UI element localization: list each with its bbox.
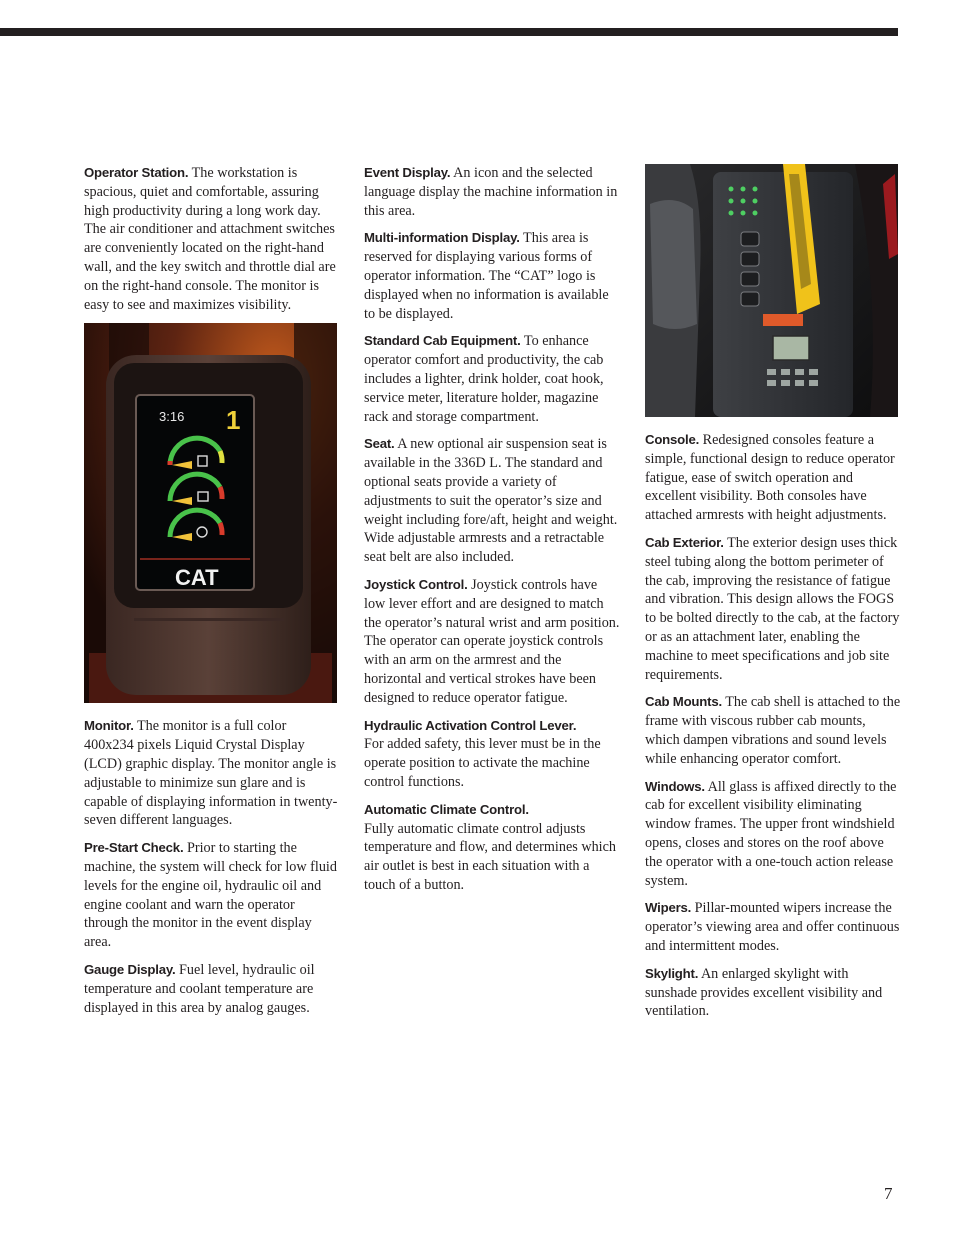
monitor-cat-logo: CAT <box>175 565 219 591</box>
paragraph-heading: Monitor. <box>84 718 134 734</box>
paragraph-multi-information-display <box>364 229 620 323</box>
paragraph-heading: Gauge Display. <box>84 961 176 977</box>
paragraph-text: The cab shell is attached to the frame with viscous rubber cab mounts, which dampen vibrations and sound levels while enhancing operator comfort. <box>645 694 901 767</box>
paragraph-heading: Event Display. <box>364 165 451 180</box>
paragraph-text: For added safety, this lever must be in the operate position to activate the machine control functions. <box>364 736 601 790</box>
paragraph-text: Prior to starting the machine, the system will check for low fluid levels for the engine oil, hydraulic oil and engine coolant and warn the operator through the monitor in the event display area. <box>84 840 337 951</box>
paragraph-text: This area is reserved for displaying various forms of operator information. The “CAT” logo is displayed when no information is available to be displayed. <box>364 230 609 322</box>
paragraph-event-display <box>364 164 620 220</box>
paragraph-standard-cab-equipment <box>364 332 620 426</box>
paragraph-text: Joystick controls have low lever effort and are designed to match the operator’s natural wrist and arm position. The operator can operate joystick controls with an arm on the armrest and the horizontal and vertical strokes have been designed to reduce operator fatigue. <box>364 576 620 706</box>
paragraph-gauge-display <box>84 961 338 1017</box>
paragraph-pre-start-check <box>84 839 338 952</box>
paragraph-text: Pillar-mounted wipers increase the operator’s viewing area and offer continuous and intermittent modes. <box>645 900 900 954</box>
paragraph-heading: Seat. <box>364 436 395 452</box>
paragraph-wipers <box>645 899 901 955</box>
paragraph-text: To enhance operator comfort and productivity, the cab includes a lighter, drink holder, coat hook, service meter, literature holder, magazine rack and storage compartment. <box>364 333 604 425</box>
paragraph-skylight <box>645 965 901 1021</box>
monitor-time: 3:16 <box>159 409 185 425</box>
paragraph-joystick-control <box>364 576 620 708</box>
paragraph-heading: Cab Exterior. <box>645 534 724 550</box>
paragraph-text: The workstation is spacious, quiet and comfortable, assuring high productivity during a long work day. The air conditioner and attachment switches are conveniently located on the right-hand wall, and the key switch and throttle dial are on the right-hand console. The monitor is easy to see and maximizes visibility. <box>84 165 336 313</box>
paragraph-text: An icon and the selected language display the machine information in this area. <box>364 165 618 219</box>
paragraph-hydraulic-activation-control-lever <box>364 717 620 792</box>
paragraph-heading: Joystick Control. <box>364 576 468 592</box>
paragraph-text: A new optional air suspension seat is available in the 336D L. The standard and optional seats provide a variety of adjustments to suit the operator’s size and weight including fore/aft, height and weight. Wide adjustable armrests and a retractable seat belt are also included. <box>364 436 618 566</box>
top-rule <box>0 28 898 36</box>
paragraph-heading: Multi-information Display. <box>364 230 520 246</box>
paragraph-operator-station <box>84 164 338 314</box>
climate-lcd <box>773 336 809 360</box>
paragraph-heading: Operator Station. <box>84 165 189 180</box>
paragraph-seat <box>364 435 620 567</box>
paragraph-cab-mounts <box>645 693 901 768</box>
monitor-event-number: 1 <box>226 405 241 436</box>
paragraph-text: Redesigned consoles feature a simple, functional design to reduce operator fatigue, ease of switch operation and excellent visibility. Both consoles have attached armrests with height adjustments. <box>645 432 895 524</box>
paragraph-text: Fuel level, hydraulic oil temperature and coolant temperature are displayed in this area by analog gauges. <box>84 961 315 1016</box>
paragraph-heading: Cab Mounts. <box>645 694 722 710</box>
paragraph-heading: Windows. <box>645 778 705 794</box>
paragraph-heading: Standard Cab Equipment. <box>364 333 521 349</box>
paragraph-monitor <box>84 717 338 830</box>
paragraph-console <box>645 431 901 525</box>
paragraph-heading: Pre-Start Check. <box>84 840 184 856</box>
paragraph-text: All glass is affixed directly to the cab for excellent visibility eliminating window frames. The upper front windshield opens, closes and stores on the roof above the operator with a one-touch action release system. <box>645 778 897 889</box>
paragraph-heading: Console. <box>645 432 700 447</box>
paragraph-heading: Wipers. <box>645 900 692 916</box>
paragraph-cab-exterior <box>645 534 901 684</box>
console-photo <box>645 164 901 417</box>
paragraph-text: Fully automatic climate control adjusts temperature and flow, and determines which air outlet is best in each situation with a touch of a button. <box>364 820 616 893</box>
column-2 <box>364 164 620 904</box>
paragraph-text: The monitor is a full color 400x234 pixels Liquid Crystal Display (LCD) graphic display. The monitor angle is adjustable to minimize sun glare and is capable of displaying information in twenty-seven different languages. <box>84 718 338 829</box>
column-3 <box>645 164 901 1030</box>
column-1 <box>84 164 338 1026</box>
paragraph-text: An enlarged skylight with sunshade provides excellent visibility and ventilation. <box>645 965 883 1020</box>
paragraph-heading: Automatic Climate Control. <box>364 801 529 817</box>
paragraph-heading: Hydraulic Activation Control Lever. <box>364 717 577 733</box>
paragraph-windows <box>645 778 901 891</box>
monitor-photo <box>84 323 338 703</box>
paragraph-heading: Skylight. <box>645 965 699 981</box>
page-number: 7 <box>884 1184 893 1203</box>
paragraph-text: The exterior design uses thick steel tubing along the bottom perimeter of the cab, improving the resistance of fatigue and vibration. This design allows the FOGS to be bolted directly to the cab, at the factory or as an attachment later, enabling the machine to meet specifications and job site requirements. <box>645 534 900 683</box>
paragraph-automatic-climate-control <box>364 801 620 895</box>
